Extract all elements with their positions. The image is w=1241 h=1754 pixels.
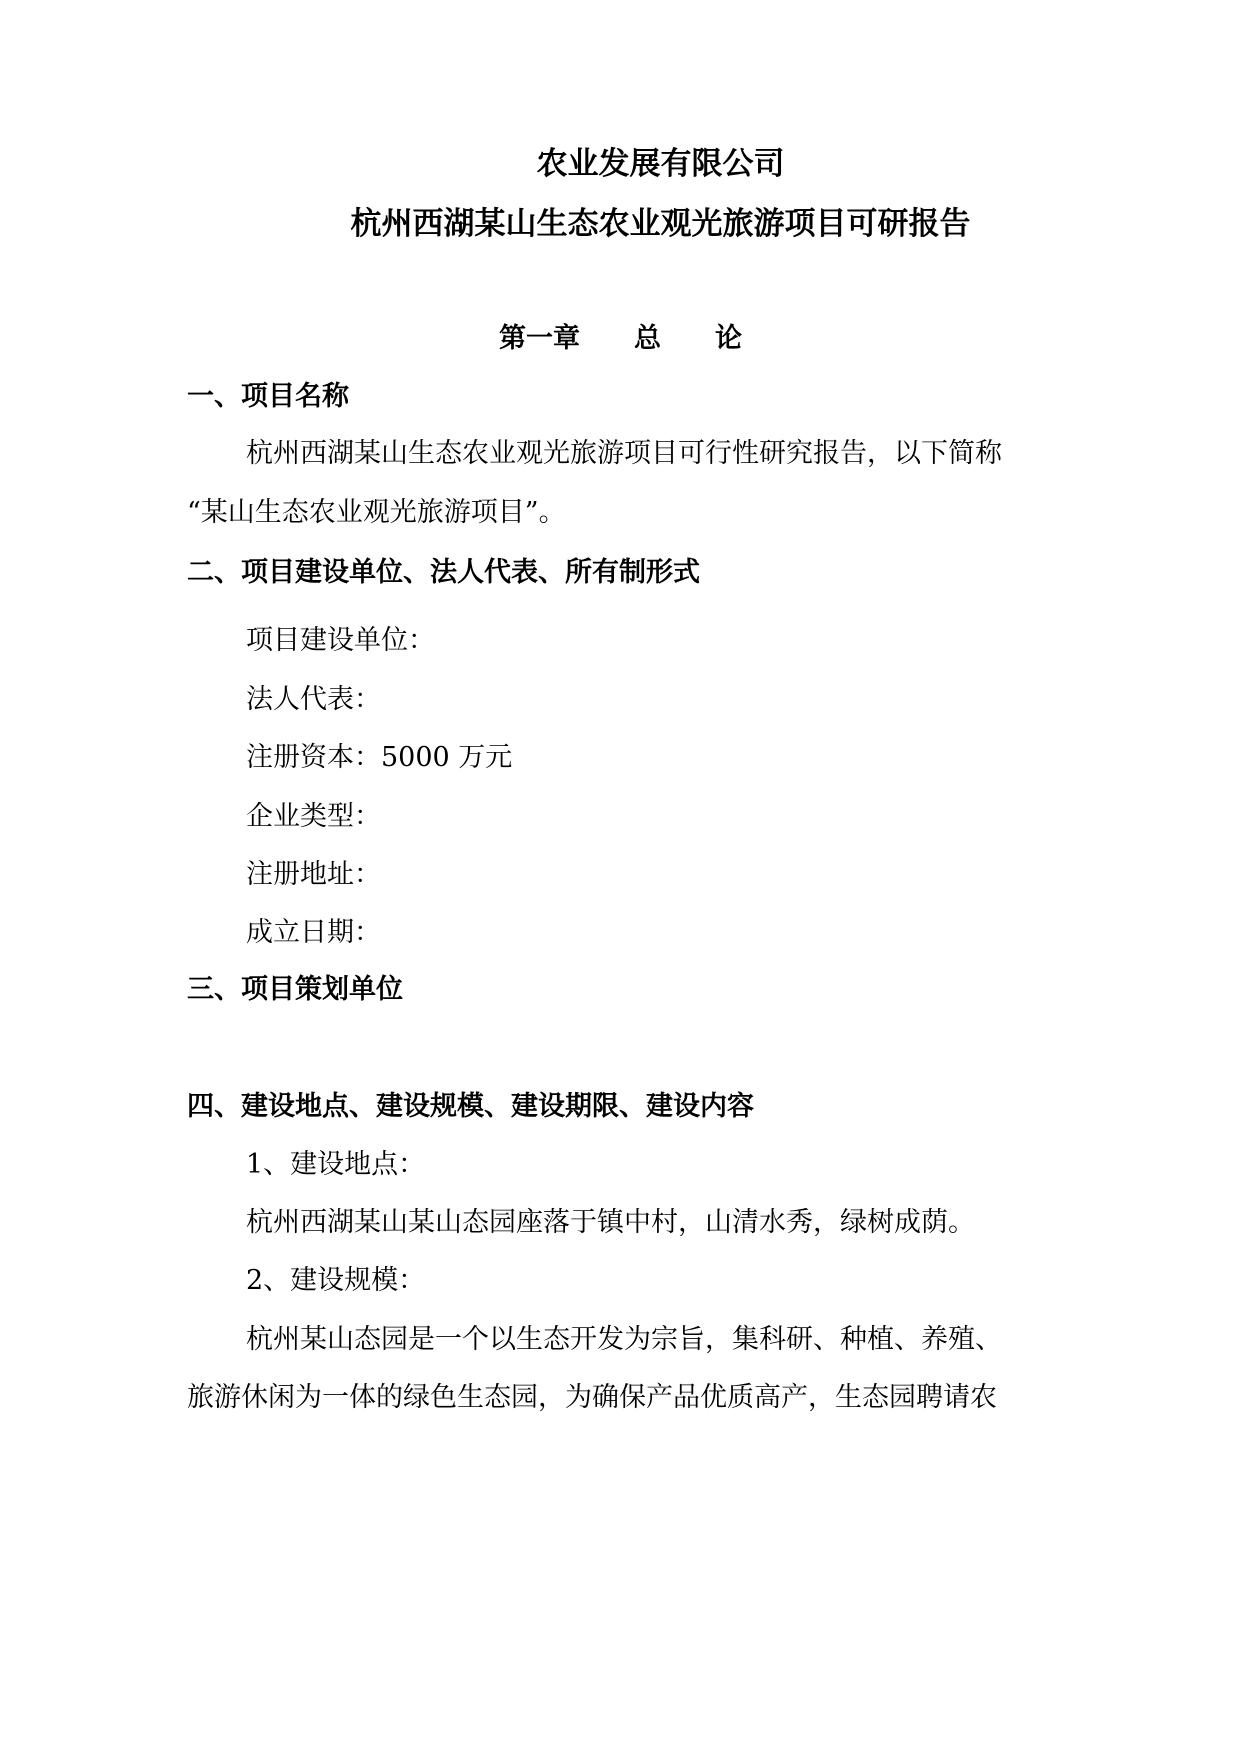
- section-2-heading: 二、项目建设单位、法人代表、所有制形式: [187, 557, 700, 588]
- info-item-founded: 成立日期：: [246, 917, 381, 948]
- title-company: 农业发展有限公司: [536, 146, 785, 182]
- subsection-scale-line-2: 旅游休闲为一体的绿色生态园，为确保产品优质高产，生态园聘请农: [187, 1382, 997, 1413]
- subsection-scale-line-1: 杭州某山态园是一个以生态开发为宗旨，集科研、种植、养殖、: [246, 1324, 1002, 1355]
- subsection-scale-label: 2、建设规模：: [246, 1265, 426, 1296]
- section-1-paragraph-line-2: “某山生态农业观光旅游项目”。: [187, 497, 566, 528]
- section-3-heading: 三、项目策划单位: [187, 974, 403, 1005]
- info-item-address: 注册地址：: [246, 859, 381, 890]
- section-1-paragraph-line-1: 杭州西湖某山生态农业观光旅游项目可行性研究报告，以下简称: [246, 438, 1002, 469]
- chapter-word-2: 论: [715, 323, 742, 354]
- chapter-heading: [0, 322, 1241, 356]
- chapter-word-1: 总: [634, 323, 661, 354]
- subsection-location-label: 1、建设地点：: [246, 1149, 426, 1180]
- info-item-legal-rep: 法人代表：: [246, 684, 381, 715]
- info-item-builder: 项目建设单位：: [246, 625, 435, 656]
- info-item-company-type: 企业类型：: [246, 801, 381, 832]
- section-1-heading: 一、项目名称: [187, 381, 349, 412]
- subsection-location-text: 杭州西湖某山某山态园座落于镇中村，山清水秀，绿树成荫。: [246, 1207, 975, 1238]
- chapter-label: 第一章: [499, 323, 580, 354]
- section-4-heading: 四、建设地点、建设规模、建设期限、建设内容: [187, 1091, 754, 1122]
- title-report: 杭州西湖某山生态农业观光旅游项目可研报告: [350, 206, 971, 242]
- info-item-capital: 注册资本：5000 万元: [246, 742, 513, 773]
